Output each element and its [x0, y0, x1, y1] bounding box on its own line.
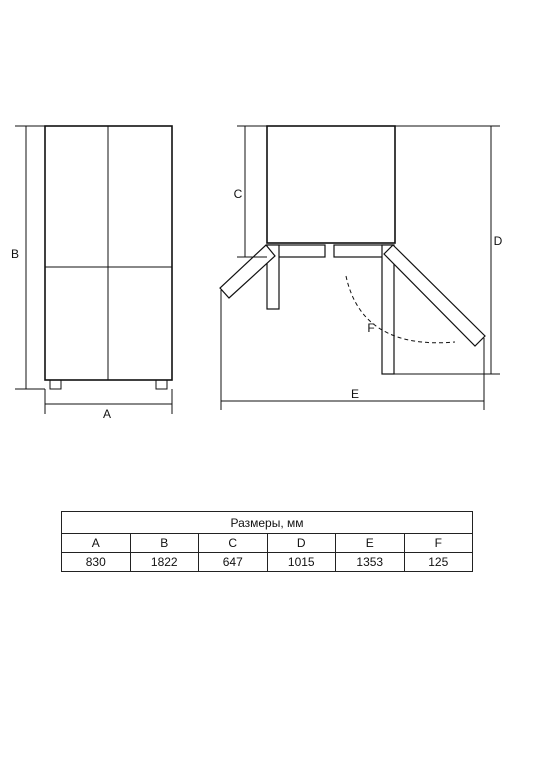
table-values-row [62, 553, 473, 572]
value-b: 1822 [130, 553, 199, 572]
label-f: F [367, 321, 375, 335]
header-f: F [404, 534, 473, 553]
dimensions-table [61, 511, 473, 572]
value-e: 1353 [336, 553, 405, 572]
front-view [11, 126, 172, 421]
table-header-row [62, 534, 473, 553]
value-d: 1015 [267, 553, 336, 572]
left-foot [50, 380, 61, 389]
right-foot [156, 380, 167, 389]
label-b: B [10, 247, 20, 261]
header-d: D [267, 534, 336, 553]
fridge-body-top [267, 126, 395, 243]
header-e: E [336, 534, 405, 553]
label-e: E [350, 387, 360, 401]
table-title: Размеры, мм [62, 512, 473, 534]
label-d: D [493, 234, 503, 248]
header-a: A [62, 534, 131, 553]
right-door-open-90 [382, 245, 394, 374]
header-c: C [199, 534, 268, 553]
header-b: B [130, 534, 199, 553]
label-c: C [233, 187, 243, 201]
value-a: 830 [62, 553, 131, 572]
label-a: A [102, 407, 112, 421]
right-door-open-wide [384, 245, 485, 346]
value-c: 647 [199, 553, 268, 572]
top-view [220, 126, 503, 410]
value-f: 125 [404, 553, 473, 572]
